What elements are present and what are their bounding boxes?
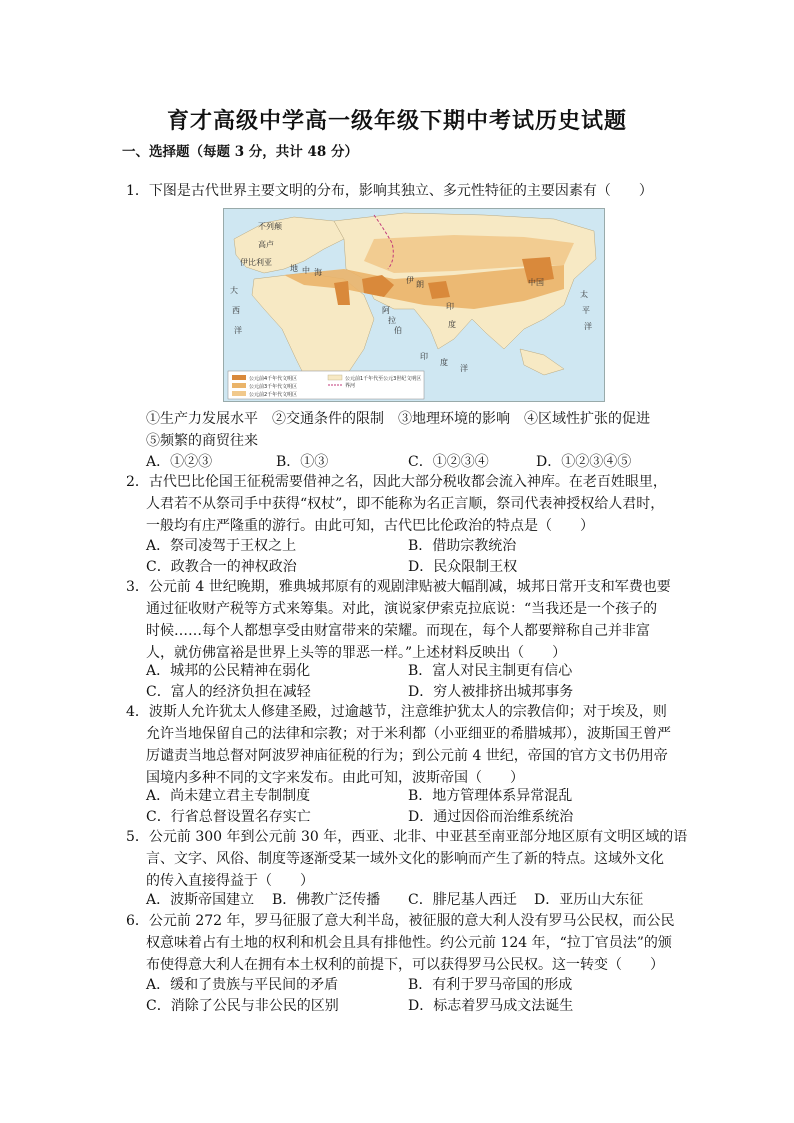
- map-label: 印: [446, 302, 454, 311]
- option-b[interactable]: B．佛教广泛传播: [272, 892, 381, 908]
- question-5: [126, 826, 686, 892]
- question-4: [126, 701, 686, 789]
- option-c[interactable]: C．①②③④: [408, 454, 489, 470]
- legend-label: 公元前1千年代至公元3世纪文明区: [345, 376, 422, 382]
- option-b[interactable]: B．①③: [276, 454, 329, 470]
- question-1: [126, 180, 686, 202]
- map-label: 伊: [406, 276, 414, 285]
- question-stem: 权意味着占有土地的权利和机会且具有排他性。约公元前 124 年，“拉丁官员法”的颁: [146, 935, 672, 951]
- map-label: 洋: [460, 364, 468, 373]
- map-label: 印: [420, 352, 428, 361]
- question-stem: 厉谴责当地总督对阿波罗神庙征税的行为；到公元前 4 世纪，帝国的官方文书仍用帝: [146, 748, 668, 764]
- world-civilization-map: [223, 208, 605, 402]
- statement-line: ①生产力发展水平 ②交通条件的限制 ③地理环境的影响 ④区域性扩张的促进: [146, 411, 650, 427]
- option-a[interactable]: A．缓和了贵族与平民间的矛盾: [146, 977, 339, 993]
- map-label: 海: [314, 268, 322, 277]
- question-stem: 人，就仿佛富裕是世界上头等的罪恶一样。”上述材料反映出（ ）: [146, 645, 567, 661]
- legend-label: 公元前4千年代文明区: [249, 376, 298, 382]
- option-d[interactable]: D．①②③④⑤: [536, 454, 632, 470]
- question-1-choices: [126, 408, 686, 452]
- map-label: 不列颠: [258, 222, 282, 231]
- exam-title: 育才高级中学高一级年级下期中考试历史试题: [166, 108, 627, 134]
- option-a[interactable]: A．①②③: [146, 454, 213, 470]
- option-b[interactable]: B．借助宗教统治: [408, 538, 517, 554]
- map-label: 西: [232, 306, 240, 315]
- question-stem: 人君若不从祭司手中获得“权杖”，即不能称为名正言顺，祭司代表神授权给人君时，: [146, 496, 665, 512]
- question-2: [126, 471, 686, 537]
- map-label: 平: [582, 306, 590, 315]
- statement-line: ⑤频繁的商贸往来: [146, 433, 258, 449]
- option-d[interactable]: D．标志着罗马成文法诞生: [408, 998, 574, 1014]
- question-stem: 时候……每个人都想享受由财富带来的荣耀。而现在，每个人都要辩称自己并非富: [146, 623, 650, 639]
- option-a[interactable]: A．城邦的公民精神在弱化: [146, 663, 311, 679]
- map-label: 朗: [416, 280, 424, 289]
- option-c[interactable]: C．行省总督设置名存实亡: [146, 809, 311, 825]
- option-d[interactable]: D．民众限制王权: [408, 559, 518, 575]
- map-label: 中: [302, 266, 310, 275]
- question-stem: 2．古代巴比伦国王征税需要借神之名，因此大部分税收都会流入神库。在老百姓眼里，: [126, 474, 667, 490]
- legend-swatch-3: [232, 391, 246, 396]
- option-a[interactable]: A．祭司凌驾于王权之上: [146, 538, 297, 554]
- option-a[interactable]: A．波斯帝国建立: [146, 892, 255, 908]
- question-stem: 通过征收财产税等方式来筹集。对此，演说家伊索克拉底说：“当我还是一个孩子的: [146, 601, 658, 617]
- section-heading: 一、选择题（每题 3 分，共计 48 分）: [122, 144, 358, 160]
- question-stem: 6．公元前 272 年，罗马征服了意大利半岛，被征服的意大利人没有罗马公民权，而公民: [126, 913, 675, 929]
- option-d[interactable]: D．通过因俗而治维系统治: [408, 809, 574, 825]
- map-label: 伯: [394, 326, 402, 335]
- map-label: 伊比利亚: [240, 258, 272, 267]
- option-c[interactable]: C．富人的经济负担在减轻: [146, 684, 311, 700]
- question-stem: 5．公元前 300 年到公元前 30 年，西亚、北非、中亚甚至南亚部分地区原有文明区域的语: [126, 829, 688, 845]
- question-3: [126, 576, 686, 664]
- map-label: 度: [448, 320, 456, 329]
- legend-swatch-2: [232, 383, 246, 388]
- option-b[interactable]: B．富人对民主制更有信心: [408, 663, 573, 679]
- legend-label: 公元前3千年代文明区: [249, 384, 298, 390]
- map-label: 地: [290, 264, 298, 273]
- option-c[interactable]: C．消除了公民与非公民的区别: [146, 998, 339, 1014]
- question-stem: 言、文字、风俗、制度等逐渐受某一域外文化的影响而产生了新的特点。这域外文化: [146, 851, 664, 867]
- map-label: 度: [440, 358, 448, 367]
- map-label: 大: [230, 286, 238, 295]
- question-stem: 3．公元前 4 世纪晚期，雅典城邦原有的观剧津贴被大幅削减，城邦日常开支和军费也要: [126, 579, 671, 595]
- question-stem: 国境内多种不同的文字来发布。由此可知，波斯帝国（ ）: [146, 770, 524, 786]
- option-a[interactable]: A．尚未建立君主专制制度: [146, 788, 311, 804]
- question-6: [126, 910, 686, 976]
- option-b[interactable]: B．地方管理体系异常混乱: [408, 788, 573, 804]
- question-stem: 一般均有庄严隆重的游行。由此可知，古代巴比伦政治的特点是（ ）: [146, 518, 594, 534]
- map-label: 洋: [234, 326, 242, 335]
- legend-label: 公元前2千年代文明区: [249, 392, 298, 398]
- question-stem: 允许当地保留自己的法律和宗教；对于米利都（小亚细亚的希腊城邦），波斯国王曾严: [146, 726, 671, 742]
- legend-label: 界河: [345, 383, 356, 389]
- question-stem: 布使得意大利人在拥有本土权利的前提下，可以获得罗马公民权。这一转变（ ）: [146, 957, 664, 973]
- option-b[interactable]: B．有利于罗马帝国的形成: [408, 977, 573, 993]
- legend-swatch-4: [328, 375, 342, 380]
- question-stem: 的传入直接得益于（ ）: [146, 873, 314, 889]
- option-c[interactable]: C．腓尼基人西迁: [408, 892, 517, 908]
- map-label: 拉: [388, 316, 396, 325]
- map-label: 阿: [382, 306, 390, 315]
- option-d[interactable]: D．亚历山大东征: [534, 892, 644, 908]
- map-label: 中国: [528, 278, 544, 287]
- map-label: 太: [580, 290, 588, 299]
- question-stem: 1．下图是古代世界主要文明的分布，影响其独立、多元性特征的主要因素有（ ）: [126, 183, 653, 199]
- question-stem: 4．波斯人允许犹太人修建圣殿，过逾越节，注意维护犹太人的宗教信仰；对于埃及，则: [126, 704, 667, 720]
- map-label: 高卢: [258, 240, 274, 249]
- option-d[interactable]: D．穷人被排挤出城邦事务: [408, 684, 574, 700]
- legend-swatch-1: [232, 375, 246, 380]
- option-c[interactable]: C．政教合一的神权政治: [146, 559, 297, 575]
- map-label: 洋: [584, 322, 592, 331]
